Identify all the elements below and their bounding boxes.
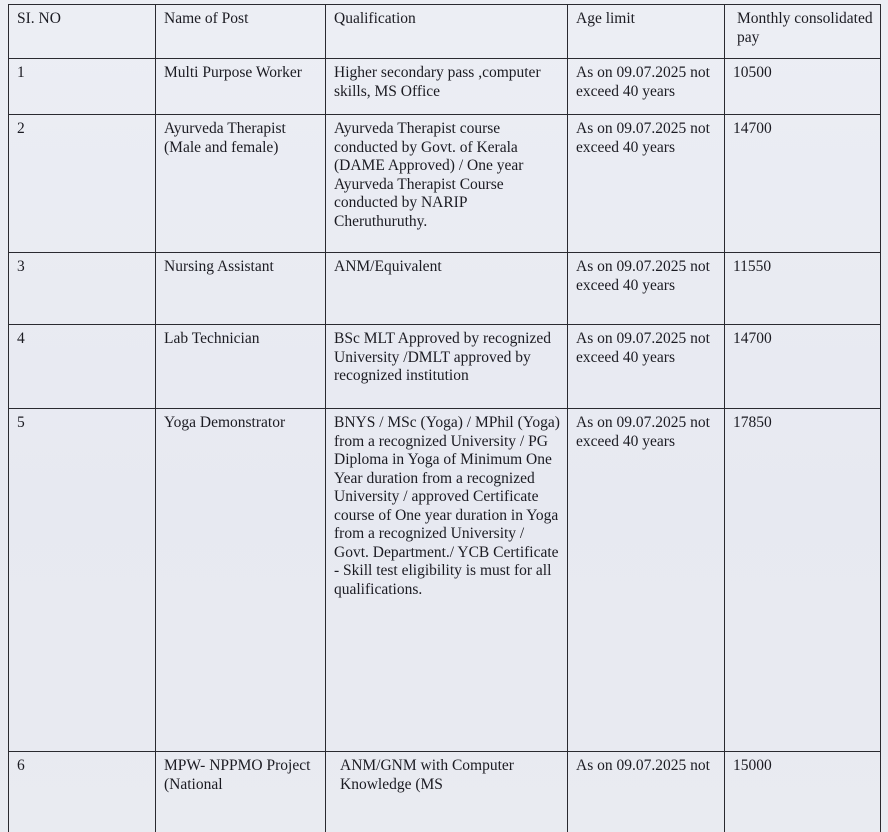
cell-pay: 14700 bbox=[725, 115, 881, 253]
cell-qualification: Higher secondary pass ,computer skills, MS Office bbox=[326, 59, 568, 115]
cell-post: Lab Technician bbox=[156, 325, 326, 409]
cell-age-limit: As on 09.07.2025 not exceed 40 years bbox=[568, 325, 725, 409]
table-header-row bbox=[9, 5, 881, 59]
cell-qualification: Ayurveda Therapist course conducted by Govt. of Kerala (DAME Approved) / One year Ayurveda Therapist Course conducted by NARIP Cheruthuruthy. bbox=[326, 115, 568, 253]
cell-qualification: BNYS / MSc (Yoga) / MPhil (Yoga) from a recognized University / PG Diploma in Yoga of Minimum One Year duration from a recognized University / approved Certificate course of One year duration in Yoga from a recognized University / Govt. Department./ YCB Certificate - Skill test eligibility is must for all qualifications. bbox=[326, 409, 568, 752]
cell-age-limit: As on 09.07.2025 not bbox=[568, 752, 725, 832]
table-row bbox=[9, 409, 881, 752]
cell-post: Yoga Demonstrator bbox=[156, 409, 326, 752]
cell-sl-no: 1 bbox=[9, 59, 156, 115]
cell-pay: 11550 bbox=[725, 253, 881, 325]
cell-pay: 15000 bbox=[725, 752, 881, 832]
cell-age-limit: As on 09.07.2025 not exceed 40 years bbox=[568, 59, 725, 115]
cell-qualification: ANM/GNM with Computer Knowledge (MS bbox=[326, 752, 568, 832]
table-row bbox=[9, 115, 881, 253]
header-name-of-post: Name of Post bbox=[156, 5, 326, 59]
cell-post: Multi Purpose Worker bbox=[156, 59, 326, 115]
cell-qualification: BSc MLT Approved by recognized University /DMLT approved by recognized institution bbox=[326, 325, 568, 409]
cell-pay: 14700 bbox=[725, 325, 881, 409]
cell-post: Nursing Assistant bbox=[156, 253, 326, 325]
cell-sl-no: 6 bbox=[9, 752, 156, 832]
cell-sl-no: 3 bbox=[9, 253, 156, 325]
cell-age-limit: As on 09.07.2025 not exceed 40 years bbox=[568, 253, 725, 325]
cell-sl-no: 2 bbox=[9, 115, 156, 253]
header-monthly-pay: Monthly consolidated pay bbox=[725, 5, 881, 59]
cell-post: Ayurveda Therapist (Male and female) bbox=[156, 115, 326, 253]
table-row bbox=[9, 752, 881, 832]
cell-age-limit: As on 09.07.2025 not exceed 40 years bbox=[568, 115, 725, 253]
header-qualification: Qualification bbox=[326, 5, 568, 59]
cell-sl-no: 4 bbox=[9, 325, 156, 409]
table-row bbox=[9, 59, 881, 115]
cell-qualification: ANM/Equivalent bbox=[326, 253, 568, 325]
cell-post: MPW- NPPMO Project (National bbox=[156, 752, 326, 832]
header-age-limit: Age limit bbox=[568, 5, 725, 59]
cell-sl-no: 5 bbox=[9, 409, 156, 752]
cell-age-limit: As on 09.07.2025 not exceed 40 years bbox=[568, 409, 725, 752]
posts-table bbox=[8, 4, 881, 832]
table-row bbox=[9, 253, 881, 325]
header-sl-no: SI. NO bbox=[9, 5, 156, 59]
table-row bbox=[9, 325, 881, 409]
cell-pay: 10500 bbox=[725, 59, 881, 115]
cell-pay: 17850 bbox=[725, 409, 881, 752]
